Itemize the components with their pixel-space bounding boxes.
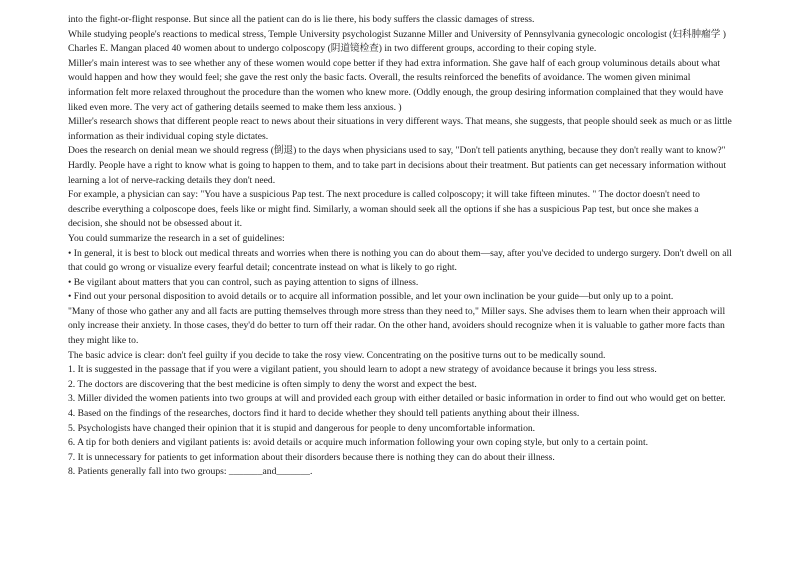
question-item: 5. Psychologists have changed their opinion that it is stupid and dangerous for people to deny uncomfortable information. xyxy=(68,422,536,434)
question-item: 1. It is suggested in the passage that if you were a vigilant patient, you should learn to adopt a new strategy of avoidance because it brings you less stress. xyxy=(68,364,657,376)
document-page xyxy=(68,13,732,480)
question-item: 8. Patients generally fall into two groups: _______and_______. xyxy=(68,466,313,478)
question-item: 3. Miller divided the women patients into two groups at will and provided each group with either detailed or basic information in order to find out who would get on better. xyxy=(68,393,726,405)
paragraph: Miller's main interest was to see whether any of these women would cope better if they had extra information. She gave half of each group voluminous details about what would happen and how they would feel; she gave the rest only the basic facts. Overall, the results reinforced the benefits of avoidance. The women given minimal information felt more relaxed throughout the procedure than the women who knew more. (Oddly enough, the group desiring information complained that they would have liked even more. The very act of gathering details seemed to make them less anxious. ) xyxy=(68,57,724,113)
guideline-item: • Find out your personal disposition to avoid details or to acquire all information possible, and let your own inclination be your guide—but only up to a point. xyxy=(68,291,674,303)
question-item: 6. A tip for both deniers and vigilant patients is: avoid details or acquire much information following your own coping style, but only to a certain point. xyxy=(68,437,649,449)
guideline-item: • Be vigilant about matters that you can control, such as paying attention to signs of illness. xyxy=(68,276,419,288)
paragraph: For example, a physician can say: "You have a suspicious Pap test. The next procedure is called colposcopy; it will take fifteen minutes. " The doctor doesn't need to describe everything a colposcope does, feels like or might find. Similarly, a woman should seek all the options if she has a suspicious Pap test, but once she makes a decision, she should not be obsessed about it. xyxy=(68,189,700,230)
paragraph: While studying people's reactions to medical stress, Temple University psychologist Suzanne Miller and University of Pennsylvania gynecologic oncologist (妇科肿瘤学 ) Charles E. Mangan placed 40 women about to undergo colposcopy (阴道镜检查) in two different groups, according to their coping style. xyxy=(68,28,726,55)
paragraph: into the fight-or-flight response. But since all the patient can do is lie there, his body suffers the classic damages of stress. xyxy=(68,14,535,25)
guideline-item: • In general, it is best to block out medical threats and worries when there is nothing you can do about them—say, after you've decided to undergo surgery. Don't dwell on all that could go wrong or visualize every fearful detail; concentrate instead on what is likely to go right. xyxy=(68,247,732,274)
paragraph: Miller's research shows that different people react to news about their situations in very different ways. That means, she suggests, that people should seek as much or as little information as their individual coping style dictates. xyxy=(68,116,732,142)
paragraph: The basic advice is clear: don't feel guilty if you decide to take the rosy view. Concentrating on the positive turns out to be medically sound. xyxy=(68,349,606,361)
question-item: 2. The doctors are discovering that the best medicine is often simply to deny the worst and expect the best. xyxy=(68,378,477,390)
paragraph: Does the research on denial mean we should regress (倒退) to the days when physicians used to say, "Don't tell patients anything, because they don't really want to know?" Hardly. People have a right to know what is going to happen to them, and to take part in decisions about their treatment. But patients can get necessary information without learning a lot of nerve-racking details they don't need. xyxy=(68,145,726,186)
paragraph: "Many of those who gather any and all facts are putting themselves through more stress than they need to," Miller says. She advises them to learn when their approach will only increase their anxiety. In those cases, they'd do better to turn off their radar. On the other hand, avoiders should recognize when it is valuable to gather more facts than they might like to. xyxy=(68,305,726,347)
guidelines-intro: You could summarize the research in a set of guidelines: xyxy=(68,232,285,244)
question-item: 7. It is unnecessary for patients to get information about their disorders because there is nothing they can do about their illness. xyxy=(68,451,555,463)
question-item: 4. Based on the findings of the researches, doctors find it hard to decide whether they should tell patients anything about their illness. xyxy=(68,408,580,420)
